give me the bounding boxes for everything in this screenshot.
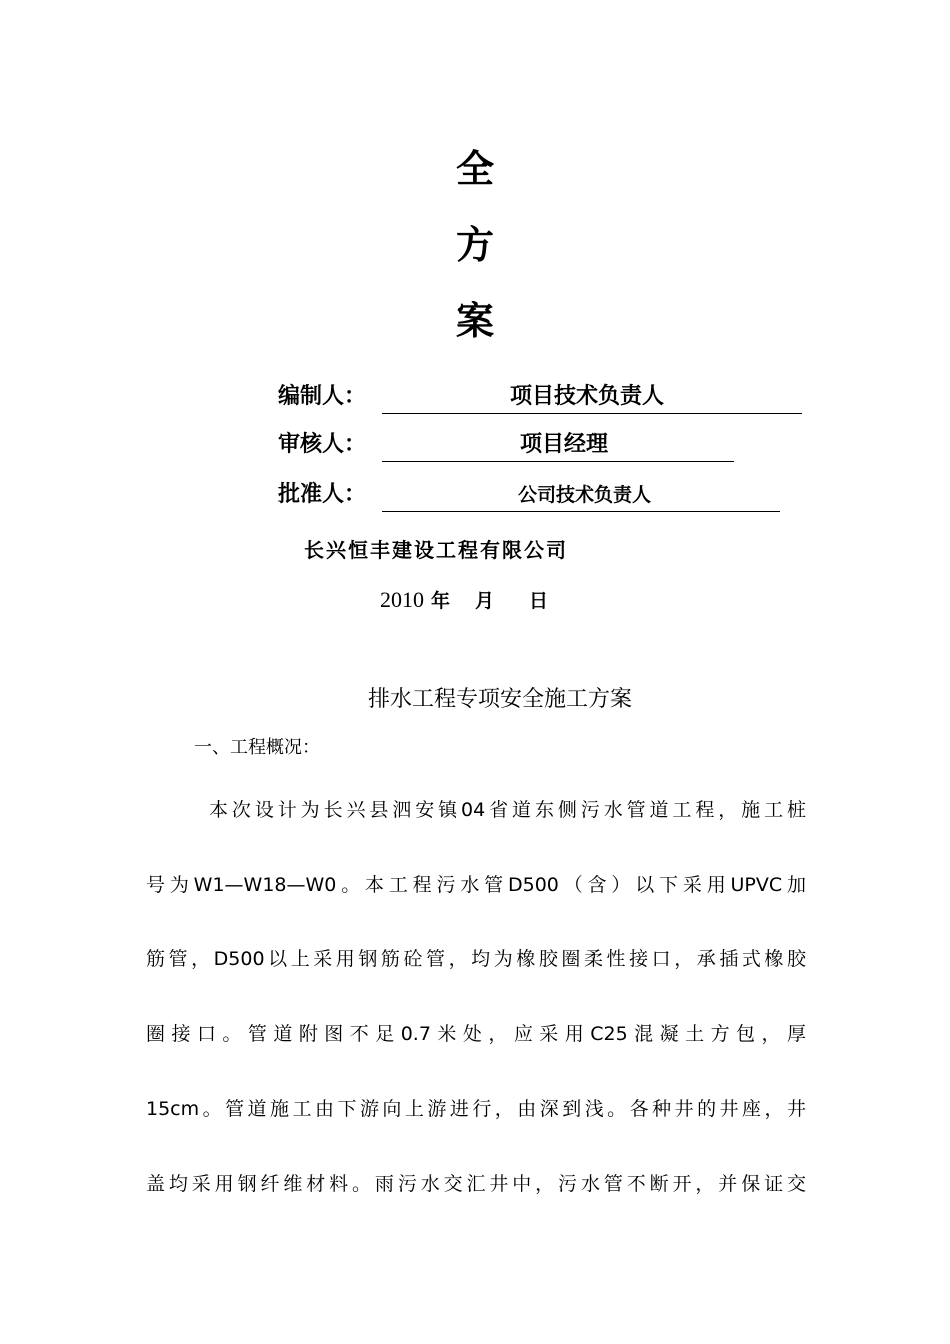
- body-line-2: 号为W1—W18—W0。本工程污水管D500（含）以下采用UPVC加: [146, 874, 806, 896]
- signature-label-approver: 批准人：: [278, 482, 367, 507]
- body-line-6: 盖均采用钢纤维材料。雨污水交汇井中，污水管不断开，并保证交: [146, 1173, 806, 1195]
- date-year-unit: 年: [431, 590, 451, 612]
- body-line-5: 15cm。管道施工由下游向上游进行，由深到浅。各种井的井座，井: [146, 1098, 806, 1120]
- body-line-1: 本次设计为长兴县泗安镇04省道东侧污水管道工程，施工桩: [209, 799, 806, 821]
- cover-date: [380, 584, 548, 617]
- date-month-unit: 月: [475, 590, 495, 612]
- cover-title-char-3: 案: [455, 299, 494, 343]
- signature-label-reviewer: 审核人：: [278, 432, 367, 457]
- signature-value-approver: 公司技术负责人: [518, 484, 652, 506]
- date-day-unit: 日: [529, 590, 549, 612]
- section-heading: 一、工程概况：: [194, 737, 320, 758]
- company-name: 长兴恒丰建设工程有限公司: [304, 538, 568, 562]
- signature-label-compiler: 编制人：: [278, 384, 367, 409]
- cover-title-char-2: 方: [455, 223, 494, 267]
- date-year: 2010: [380, 587, 424, 612]
- body-line-3: 筋管，D500以上采用钢筋砼管，均为橡胶圈柔性接口，承插式橡胶: [146, 948, 806, 970]
- signature-value-compiler: 项目技术负责人: [510, 384, 665, 409]
- cover-title-char-1: 全: [455, 147, 494, 191]
- body-line-4: 圈接口。管道附图不足0.7米处，应采用C25混凝土方包，厚: [146, 1023, 806, 1045]
- signature-value-reviewer: 项目经理: [520, 432, 609, 457]
- document-title: 排水工程专项安全施工方案: [367, 687, 632, 712]
